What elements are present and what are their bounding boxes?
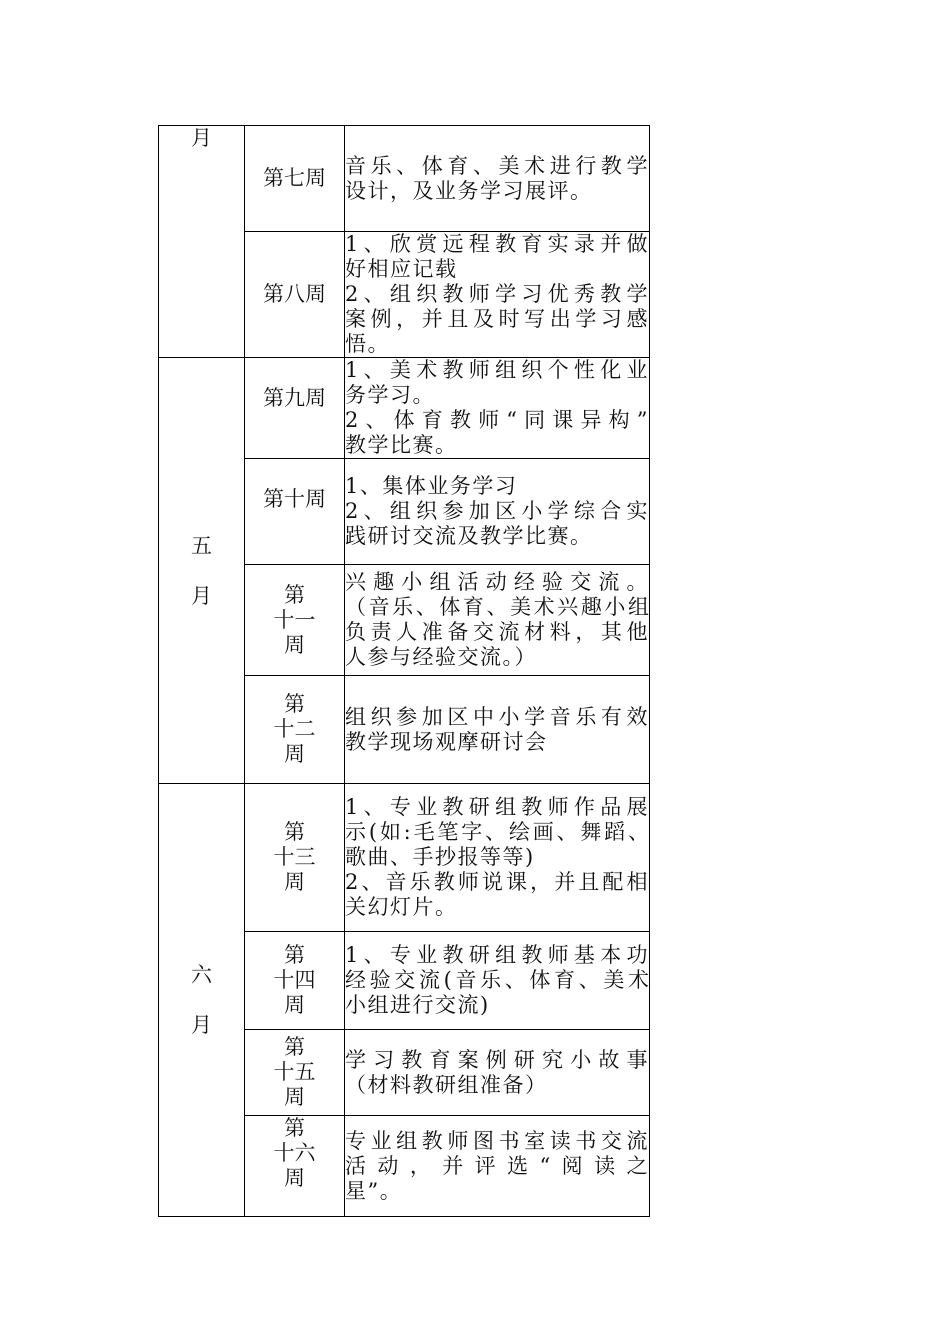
week-cell [245,676,345,784]
task-line: 教学比赛。 [345,433,458,457]
task-line: 关幻灯片。 [345,895,458,919]
week-label: 第 [284,692,305,716]
task-line: 好相应记载 [345,257,458,281]
month-label: 六 [191,963,212,987]
month-cell-april [159,126,245,358]
week-label: 第 [284,582,305,607]
week-label: 周 [284,632,305,657]
task-line: 小组进行交流) [345,993,490,1017]
week-label: 第 [284,1035,305,1059]
week-label: 十四 [273,968,316,992]
week-cell [245,932,345,1030]
task-line: 星”。 [345,1178,403,1203]
week-cell [245,126,345,232]
week-label: 第 [284,820,305,844]
task-line: 1、专业教研组教师作品展 [345,795,649,819]
week-label: 第七周 [263,166,326,190]
task-line: 2、体育教师“同课异构” [345,408,649,432]
week-label: 第 [284,943,305,967]
task-line: 2、组织教师学习优秀教学 [345,282,649,306]
task-line: 设计，及业务学习展评。 [345,178,593,203]
task-line: 1、集体业务学习 [345,474,518,498]
teaching-schedule-table [158,125,650,1217]
week-label: 十二 [273,717,316,741]
task-line: 学习教育案例研究小故事 [345,1047,649,1072]
week-cell [245,459,345,565]
table-row [159,358,650,459]
task-line: 2、组织参加区小学综合实 [345,499,649,523]
week-label: 第 [284,1116,305,1140]
week-cell [245,1030,345,1116]
week-label: 周 [284,1166,305,1190]
task-cell [345,784,650,932]
week-label: 周 [284,742,305,766]
month-label: 月 [191,583,212,608]
task-line: 负责人准备交流材料，其他 [345,620,649,644]
task-line: 专业组教师图书室读书交流 [345,1128,649,1153]
table-row [159,784,650,932]
task-cell [345,676,650,784]
task-cell [345,1030,650,1116]
task-cell [345,565,650,676]
month-label: 月 [191,1013,212,1037]
week-label: 第十周 [263,487,326,511]
task-line: 组织参加区中小学音乐有效 [345,704,649,729]
task-line: 务学习。 [345,383,435,407]
task-line: 活动，并评选“阅读之 [345,1153,649,1178]
task-cell [345,459,650,565]
task-line: 经验交流(音乐、体育、美术 [345,968,649,992]
task-cell [345,932,650,1030]
week-label: 第八周 [263,282,326,306]
week-label: 周 [284,870,305,894]
task-cell [345,232,650,358]
week-label: 周 [284,993,305,1017]
week-cell [245,358,345,459]
task-line: 2、音乐教师说课，并且配相 [345,870,649,894]
task-line: 1、专业教研组教师基本功 [345,943,649,967]
task-line: （材料教研组准备） [345,1072,548,1097]
task-line: （音乐、体育、美术兴趣小组 [345,595,649,619]
month-cell-june [159,784,245,1217]
task-cell [345,358,650,459]
task-cell [345,126,650,232]
task-line: 教学现场观摩研讨会 [345,729,548,754]
task-line: 歌曲、手抄报等等) [345,845,535,869]
task-line: 1、欣赏远程教育实录并做 [345,232,649,256]
task-line: 兴趣小组活动经验交流。 [345,570,649,594]
week-label: 十五 [273,1060,316,1084]
task-line: 音乐、体育、美术进行教学 [345,153,649,178]
week-cell [245,565,345,676]
week-cell [245,1116,345,1217]
month-cell-may [159,358,245,784]
task-line: 悟。 [345,332,390,356]
task-line: 人参与经验交流。） [345,645,537,669]
week-cell [245,232,345,358]
task-line: 1、美术教师组织个性化业 [345,358,649,382]
month-label: 月 [191,126,212,150]
task-line: 案例，并且及时写出学习感 [345,307,649,331]
task-cell [345,1116,650,1217]
table-row [159,126,650,232]
task-line: 示(如:毛笔字、绘画、舞蹈、 [345,820,649,844]
week-cell [245,784,345,932]
week-label: 周 [284,1085,305,1109]
week-label: 第九周 [263,386,326,410]
task-line: 践研讨交流及教学比赛。 [345,524,593,548]
month-label: 五 [191,533,212,558]
week-label: 十一 [273,607,316,632]
week-label: 十三 [273,845,316,869]
week-label: 十六 [273,1141,316,1165]
